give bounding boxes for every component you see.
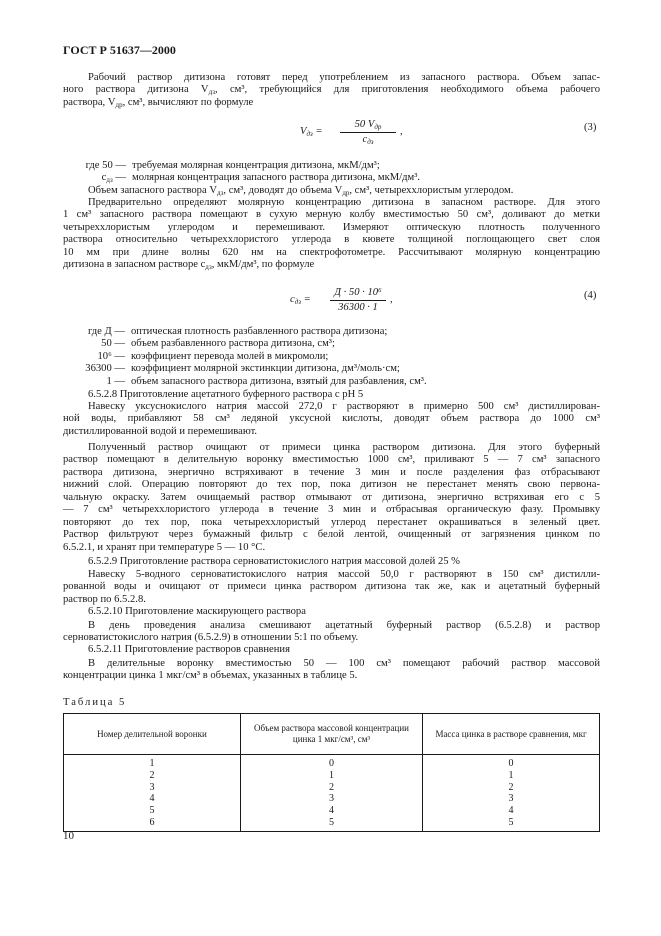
text-line: раствор помещают в делительную воронку вместимостью 1000 см³, приливают 5 — 7 см³ запасного <box>63 454 600 466</box>
definition-term: 36300 — <box>85 363 125 375</box>
text-line: 6.5.2.10 Приготовление маскирующего раствора <box>88 606 306 617</box>
table-cell: 3 <box>423 793 600 805</box>
definition-term: где Д — <box>87 326 125 337</box>
table-row <box>64 805 600 817</box>
text-line: — 7 см³ четыреххлористого углерода в течение 3 мин и отбрасывая органическую фазу. Промывку <box>63 504 600 516</box>
text-line: Навеску уксуснокислого натрия массой 272,0 г растворяют в примерно 500 см³ дистиллирован- <box>88 401 600 412</box>
text-line: Предварительно определяют молярную концентрацию дитизона в запасном растворе. Для этого <box>88 197 600 208</box>
text-line: Раствор фильтруют через бумажный фильтр с белой лентой, очищенный от загрязнения цинком по <box>63 529 600 541</box>
definition-term: 50 — <box>101 338 125 350</box>
text-line: 6.5.2.11 Приготовление растворов сравнения <box>88 644 290 655</box>
table-cell: 1 <box>64 755 241 770</box>
table-cell: 3 <box>64 782 241 794</box>
formula-number: (3) <box>584 122 597 133</box>
fraction-bar <box>340 132 396 133</box>
definition-text: объем разбавленного раствора дитизона, см³; <box>131 338 335 350</box>
table-cell: 2 <box>423 782 600 794</box>
definition-term: 1 — <box>106 375 125 387</box>
text-line: раствора относительно четыреххлористого углерода в кювете толщиной поглощающего свет слоя <box>63 234 600 246</box>
text-line: Объем запасного раствора $V_{дз}$, см³, доводят до объема $V_{др}$, см³, четыреххлористым углеродом. <box>88 185 514 197</box>
formula-denominator: 36300 · 1 <box>338 302 378 313</box>
text-line: раствор по 6.5.2.8. <box>63 593 146 605</box>
table-row <box>64 755 600 770</box>
formula-lhs: $V_{дз}$ = <box>300 126 323 138</box>
table-cell: 0 <box>423 755 600 770</box>
table-row <box>64 793 600 805</box>
table-cell: 2 <box>240 782 422 794</box>
table-cell: 6 <box>64 817 241 831</box>
table-header-funnel-number: Номер делительной воронки <box>64 714 241 755</box>
text-line: В делительные воронку вместимостью 50 — 100 см³ помещают рабочий раствор массовой <box>88 658 600 669</box>
table-cell: 3 <box>240 793 422 805</box>
table-cell: 4 <box>64 793 241 805</box>
table-title: Таблица 5 <box>63 697 127 708</box>
text-line: концентрации цинка 1 мкг/см³ в объемах, указанных в таблице 5. <box>63 670 358 682</box>
definition-term: где 50 — <box>85 160 126 171</box>
definition-text: оптическая плотность разбавленного раствора дитизона; <box>131 326 388 337</box>
text-line: дистиллированной водой и перемешивают. <box>63 425 258 437</box>
text-line: нижний слой. Операцию повторяют до тех пор, пока дитизон не перестанет менять свою первона- <box>63 479 600 491</box>
definition-term: $c_{дз}$ — <box>101 172 126 185</box>
formula-comma: , <box>400 126 403 137</box>
document-header: ГОСТ Р 51637—2000 <box>63 43 176 57</box>
table-row <box>64 770 600 782</box>
formula-numerator: Д · 50 · 10⁶ <box>334 287 382 298</box>
formula-comma: , <box>390 294 393 305</box>
text-line: Полученный раствор очищают от примеси цинка раствором дитизона. Для этого буферный <box>88 442 600 453</box>
table-row <box>64 817 600 831</box>
table-cell: 5 <box>64 805 241 817</box>
text-line: четыреххлористым углеродом и перемешивают. Измеряют оптическую плотность полученного <box>63 221 600 233</box>
text-line: повторяют до тех пор, пока четыреххлористый углерод перестанет окрашиваться в зеленый цвет. <box>63 516 600 528</box>
fraction-bar <box>330 300 386 301</box>
text-line: 6.5.2.8 Приготовление ацетатного буферного раствора с pH 5 <box>88 389 364 400</box>
text-line: В день проведения анализа смешивают ацетатный буферный раствор (6.5.2.8) и раствор <box>88 620 600 631</box>
table-cell: 1 <box>240 770 422 782</box>
table-cell: 1 <box>423 770 600 782</box>
definition-text: молярная концентрация запасного раствора дитизона, мкМ/дм³. <box>132 172 421 184</box>
table-cell: 4 <box>240 805 422 817</box>
table-5 <box>63 713 600 832</box>
table-cell: 2 <box>64 770 241 782</box>
text-line: раствора дитизона, энергично встряхивают в течение 3 мин и после разделения фаз отбрасывают <box>63 466 600 478</box>
definition-term: 10⁶ — <box>97 350 125 362</box>
text-line: 10 мм при длине волны 620 нм на спектрофотометре. Рассчитывают молярную концентрацию <box>63 246 600 258</box>
definition-text: объем запасного раствора дитизона, взятый для разбавления, см³. <box>131 375 427 387</box>
text-line: дитизона в запасном растворе $c_{дз}$, мкМ/дм³, по формуле <box>63 259 315 272</box>
text-line: ного раствора дитизона $V_{дз}$, см³, требующийся для приготовления необходимого объема рабочего <box>63 84 600 97</box>
formula-denominator: $c_{дз}$ <box>362 134 374 146</box>
text-line: 6.5.2.1, и хранят при температуре 5 — 10 °С. <box>63 541 266 553</box>
definition-text: коэффициент молярной экстинкции дитизона, дм³/моль·см; <box>131 363 400 375</box>
text-line: Навеску 5-водного серноватистокислого натрия массой 50,0 г растворяют в 150 см³ дистилли- <box>88 569 600 580</box>
table-cell: 5 <box>423 817 600 831</box>
table-header-zinc-mass: Масса цинка в растворе сравнения, мкг <box>423 714 600 755</box>
page-number: 10 <box>63 830 74 842</box>
text-line: ной воды, прибавляют 58 см³ ледяной уксусной кислоты, доводят объем раствора до 1000 см³ <box>63 413 600 425</box>
text-line: рованной воды и очищают от примеси цинка раствором дитизона так же, как и ацетатный буферный <box>63 581 600 593</box>
formula-number: (4) <box>584 290 597 301</box>
table-header-solution-volume: Объем раствора массовой концентрации цинка 1 мкг/см³, см³ <box>240 714 422 755</box>
definition-text: требуемая молярная концентрация дитизона, мкМ/дм³; <box>132 160 380 171</box>
formula-lhs: $c_{дз}$ = <box>290 294 311 306</box>
text-line: серноватистокислого натрия (6.5.2.9) в отношении 5:1 по объему. <box>63 632 359 644</box>
text-line: 6.5.2.9 Приготовление раствора серноватистокислого натрия массовой долей 25 % <box>88 556 461 567</box>
table-cell: 4 <box>423 805 600 817</box>
table-row <box>64 782 600 794</box>
table-cell: 0 <box>240 755 422 770</box>
text-line: чальную окраску. Затем очищаемый раствор отмывают от дитизона, энергично встряхивая его с 5 <box>63 491 600 503</box>
table-cell: 5 <box>240 817 422 831</box>
formula-numerator: 50 $V_{др}$ <box>354 119 382 131</box>
text-line: Рабочий раствор дитизона готовят перед употреблением из запасного раствора. Объем запас- <box>88 72 600 83</box>
text-line: 1 см³ запасного раствора помещают в сухую мерную колбу вместимостью 50 см³, доливают до метки <box>63 209 600 221</box>
text-line: раствора, $V_{др}$, см³, вычисляют по формуле <box>63 96 254 109</box>
definition-text: коэффициент перевода молей в микромоли; <box>131 350 329 362</box>
